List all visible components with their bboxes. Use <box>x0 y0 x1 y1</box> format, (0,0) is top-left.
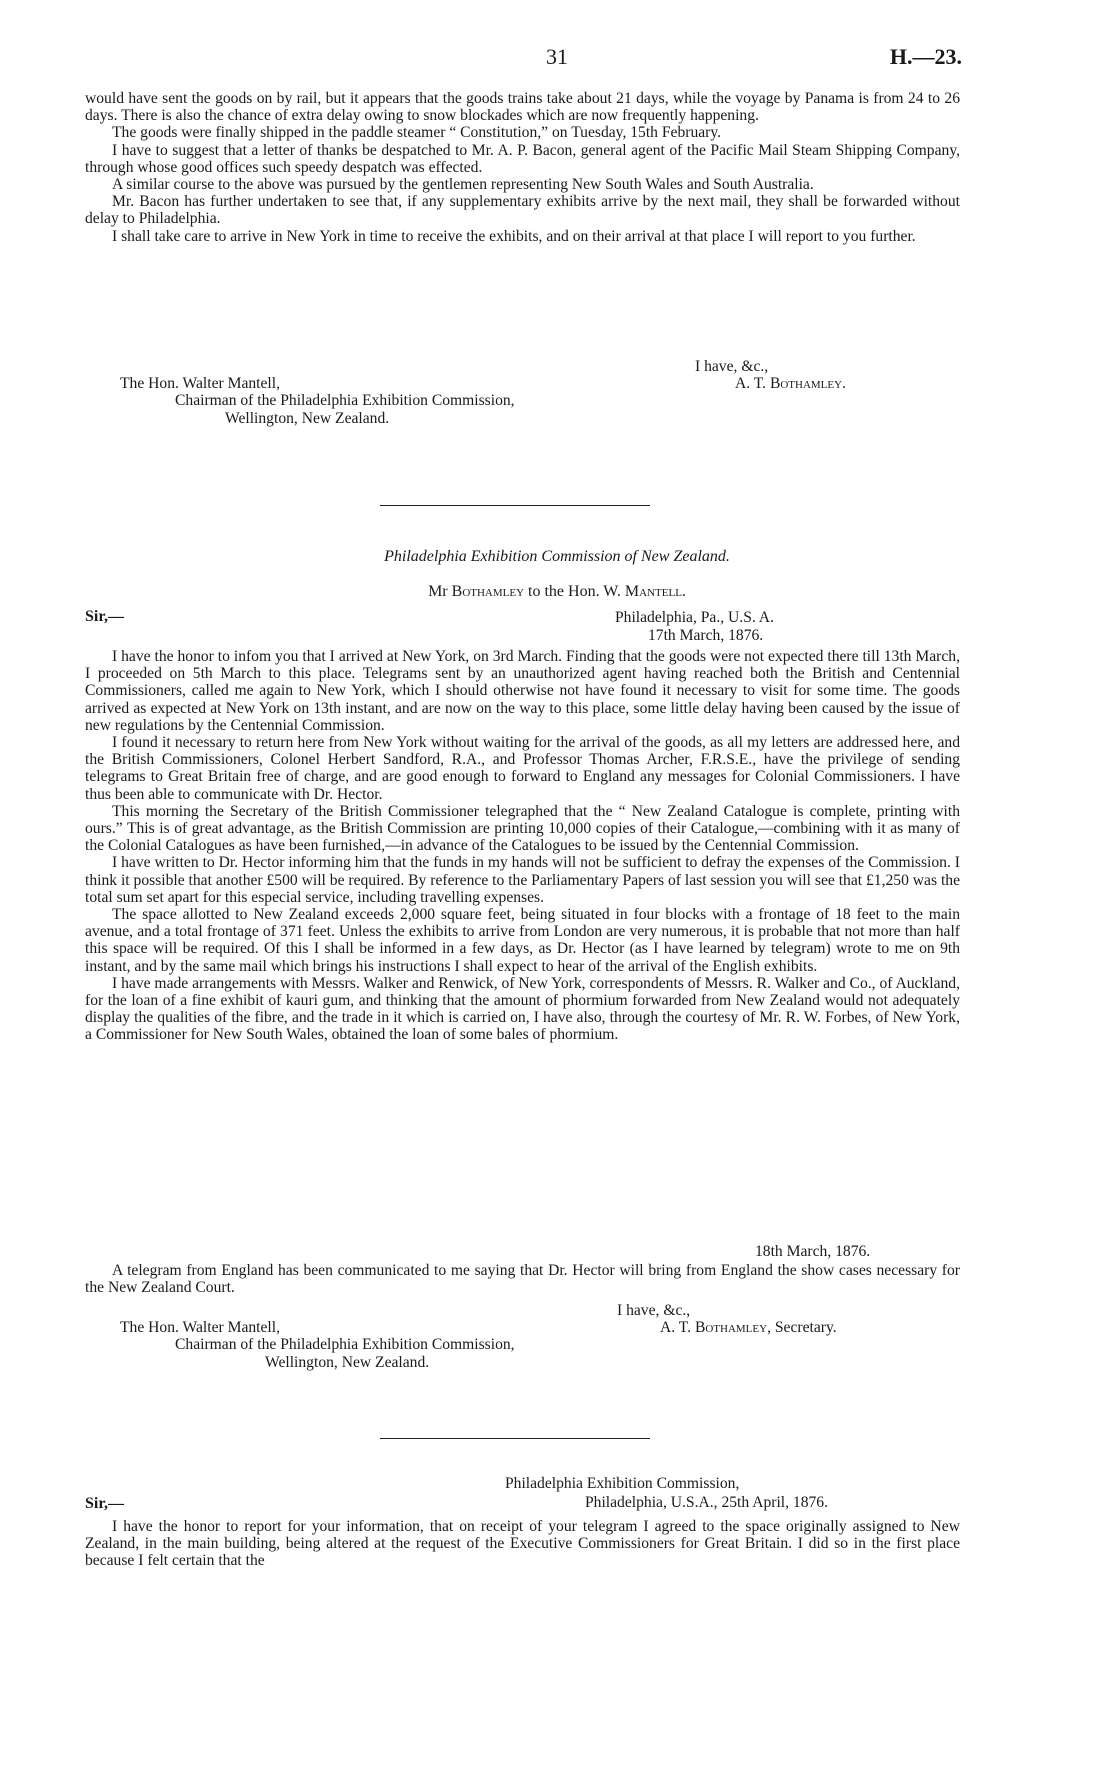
letter2-heading: Philadelphia Exhibition Commission of New Zealand. <box>384 548 730 565</box>
letter2-paragraph: I have the honor to infom you that I arrived at New York, on 3rd March. Finding that the goods were not expected there till 13th March, I proceeded on 5th March to this place. Telegrams sent by an unauthorized agent having reached both the British and Centennial Commissioners, called me again to New York, which I should otherwise not have found it necessary to visit for some time. The goods arrived as expected at New York on 13th instant, and are now on the way to this place, some little delay having been caused by the issue of new regulations by the Centennial Commission. <box>85 648 960 734</box>
letter1-addressee-name: The Hon. Walter Mantell, <box>120 375 280 393</box>
letter2-paragraph-after: A telegram from England has been communicated to me saying that Dr. Hector will bring from England the show cases necessary for the New Zealand Court. <box>85 1262 960 1297</box>
sender-initials: A. T. <box>660 1319 692 1337</box>
letter2-paragraph: I have made arrangements with Messrs. Walker and Renwick, of New York, correspondents of Messrs. R. Walker and Co., of Auckland, for the loan of a fine exhibit of kauri gum, and thinking that the amount of phormium forwarded from New Zealand would not adequately display the qualities of the fibre, and the trade in it which is carried on, I have also, through the courtesy of Mr. R. W. Forbes, of New York, a Commissioner for New South Wales, obtained the loan of some bales of phormium. <box>85 974 960 1044</box>
from-to: to the Hon. W. <box>528 583 621 600</box>
letter1-body <box>85 90 960 245</box>
letter2-paragraph: I found it necessary to return here from New York without waiting for the arrival of the goods, as all my letters are addressed here, and the British Commissioners, Colonel Herbert Sandford, R.A., and Professor Thomas Archer, F.R.S.E., have the privilege of sending telegrams to Great Britain free of charge, and are good enough to forward to England any messages for Colonial Commissioners. I have thus been able to communicate with Dr. Hector. <box>85 734 960 803</box>
from-recipient: Mantell. <box>624 583 686 600</box>
letter1-signature <box>85 358 960 427</box>
letter2-paragraph: The space allotted to New Zealand exceeds 2,000 square feet, being situated in four blocks with a frontage of 18 feet to the main avenue, and a total frontage of 371 feet. Unless the exhibits to arrive from London are very numerous, it is probable that not more than half this space will be required. Of this I shall be informed in a few days, as Dr. Hector (as I have learned by telegram) wrote to me on 9th instant, and by the same mail which brings his instructions I shall expect to hear of the arrival of the English exhibits. <box>85 906 960 975</box>
section-divider <box>380 1438 650 1439</box>
letter2-date: 17th March, 1876. <box>648 627 764 644</box>
letter3-paragraph: I have the honor to report for your information, that on receipt of your telegram I agreed to the space originally assigned to New Zealand, in the main building, being altered at the request of the Executive Commissioners for Great Britain. I did so in the first place because I felt certain that the <box>85 1518 960 1570</box>
letter2-paragraph: This morning the Secretary of the British Commissioner telegraphed that the “ New Zealand Catalogue is complete, printing with ours.” This is of great advantage, as the British Commission are printing 10,000 copies of their Catalogue,—combining with it as many of the Colonial Catalogues as have been furnished,—in advance of the Catalogues to be issued by the Centennial Commission. <box>85 802 960 855</box>
letter1-paragraph: Mr. Bacon has further undertaken to see that, if any supplementary exhibits arrive by the next mail, they shall be forwarded without delay to Philadelphia. <box>85 193 960 228</box>
letter1-addressee-location: Wellington, New Zealand. <box>225 409 390 427</box>
document-reference: H.—23. <box>889 44 962 69</box>
sender-name: Bothamley <box>694 1319 768 1337</box>
letter2-body <box>85 648 960 1044</box>
sender-title: , Secretary. <box>767 1319 837 1337</box>
page-header <box>0 44 1114 74</box>
letter2-addressee-name: The Hon. Walter Mantell, <box>120 1319 280 1337</box>
letter1-paragraph: The goods were finally shipped in the paddle steamer “ Constitution,” on Tuesday, 15th February. <box>112 124 722 142</box>
page-number: 31 <box>546 44 568 69</box>
letter2-signature <box>85 1302 960 1371</box>
letter1-closing: I have, &c., <box>695 358 769 375</box>
letter1-paragraph: A similar course to the above was pursued by the gentlemen representing New South Wales and South Australia. <box>112 176 814 194</box>
letter2-salutation: Sir,— <box>85 608 124 625</box>
letter2-addressee-title: Chairman of the Philadelphia Exhibition Commission, <box>175 1336 515 1354</box>
letter1-addressee-title: Chairman of the Philadelphia Exhibition Commission, <box>175 392 515 410</box>
section-divider <box>380 505 650 506</box>
letter2-postscript <box>85 1262 960 1296</box>
letter1-sender: A. T. Bothamley. <box>735 375 846 393</box>
letter2-date2: 18th March, 1876. <box>755 1243 871 1260</box>
letter2-closing: I have, &c., <box>617 1302 691 1319</box>
letter2-from-line <box>0 583 1114 601</box>
letter3-body <box>85 1518 960 1570</box>
from-name: Bothamley <box>451 583 525 600</box>
letter3-salutation: Sir,— <box>85 1495 124 1512</box>
letter3-heading-date: Philadelphia, U.S.A., 25th April, 1876. <box>585 1494 828 1511</box>
letter2-sender <box>660 1319 837 1336</box>
letter2-addressee-location: Wellington, New Zealand. <box>265 1353 430 1371</box>
letter3-heading-place: Philadelphia Exhibition Commission, <box>505 1475 740 1492</box>
letter1-paragraph: would have sent the goods on by rail, but it appears that the goods trains take about 21 days, while the voyage by Panama is from 24 to 26 days. There is also the chance of extra delay owing to snow blockades which are now frequently happening. <box>85 90 960 125</box>
letter2-paragraph: I have written to Dr. Hector informing him that the funds in my hands will not be sufficient to defray the expenses of the Commission. I think it possible that another £500 will be required. By reference to the Parliamentary Papers of last session you will see that £1,250 was the total sum set apart for this especial service, including travelling expenses. <box>85 854 960 906</box>
letter1-paragraph: I have to suggest that a letter of thanks be despatched to Mr. A. P. Bacon, general agent of the Pacific Mail Steam Shipping Company, through whose good offices such speedy despatch was effected. <box>85 141 960 176</box>
letter1-paragraph: I shall take care to arrive in New York in time to receive the exhibits, and on their arrival at that place I will report to you further. <box>112 227 916 245</box>
letter2-place: Philadelphia, Pa., U.S. A. <box>615 609 774 626</box>
from-prefix: Mr <box>428 583 448 600</box>
